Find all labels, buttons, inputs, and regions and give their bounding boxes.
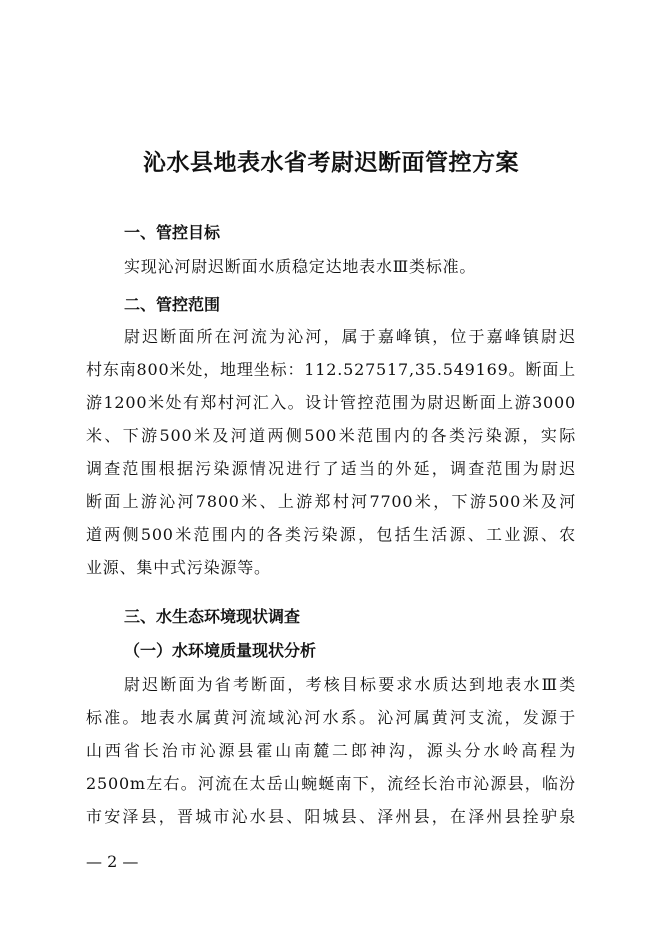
paragraph-line: 调查范围根据污染源情况进行了适当的外延，调查范围为尉迟 bbox=[86, 459, 576, 478]
paragraph-line: 米、下游500米及河道两侧500米范围内的各类污染源，实际 bbox=[86, 426, 576, 445]
section-heading-goal: 一、管控目标 bbox=[124, 223, 221, 242]
section-heading-scope: 二、管控范围 bbox=[124, 295, 221, 314]
paragraph-line: 山西省长治市沁源县霍山南麓二郎神沟，源头分水岭高程为 bbox=[86, 741, 576, 760]
section-heading-survey: 三、水生态环境现状调查 bbox=[124, 607, 301, 626]
section-body-goal bbox=[86, 250, 576, 283]
paragraph-line: 市安泽县，晋城市沁水县、阳城县、泽州县，在泽州县拴驴泉 bbox=[86, 807, 576, 826]
paragraph-line: 尉迟断面所在河流为沁河，属于嘉峰镇，位于嘉峰镇尉迟 bbox=[124, 327, 576, 346]
paragraph-line: 尉迟断面为省考断面，考核目标要求水质达到地表水Ⅲ类 bbox=[124, 675, 576, 694]
section-body-survey bbox=[86, 668, 576, 833]
document-title: 沁水县地表水省考尉迟断面管控方案 bbox=[143, 149, 519, 176]
subsection-heading-quality: （一）水环境质量现状分析 bbox=[124, 641, 317, 660]
paragraph-line: 道两侧500米范围内的各类污染源，包括生活源、工业源、农 bbox=[86, 525, 576, 544]
page-number: — 2 — bbox=[86, 852, 139, 871]
paragraph-line: 实现沁河尉迟断面水质稳定达地表水Ⅲ类标准。 bbox=[124, 257, 477, 276]
paragraph-line: 村东南800米处，地理坐标：112.527517,35.549169。断面上 bbox=[86, 360, 576, 379]
paragraph-line: 2500m左右。河流在太岳山蜿蜒南下，流经长治市沁源县，临汾 bbox=[86, 774, 576, 793]
paragraph-line: 断面上游沁河7800米、上游郑村河7700米，下游500米及河 bbox=[86, 492, 576, 511]
paragraph-line: 游1200米处有郑村河汇入。设计管控范围为尉迟断面上游3000 bbox=[86, 393, 576, 412]
section-body-scope bbox=[86, 320, 576, 584]
paragraph-line: 标准。地表水属黄河流域沁河水系。沁河属黄河支流，发源于 bbox=[86, 708, 576, 727]
paragraph-line: 业源、集中式污染源等。 bbox=[86, 558, 271, 577]
